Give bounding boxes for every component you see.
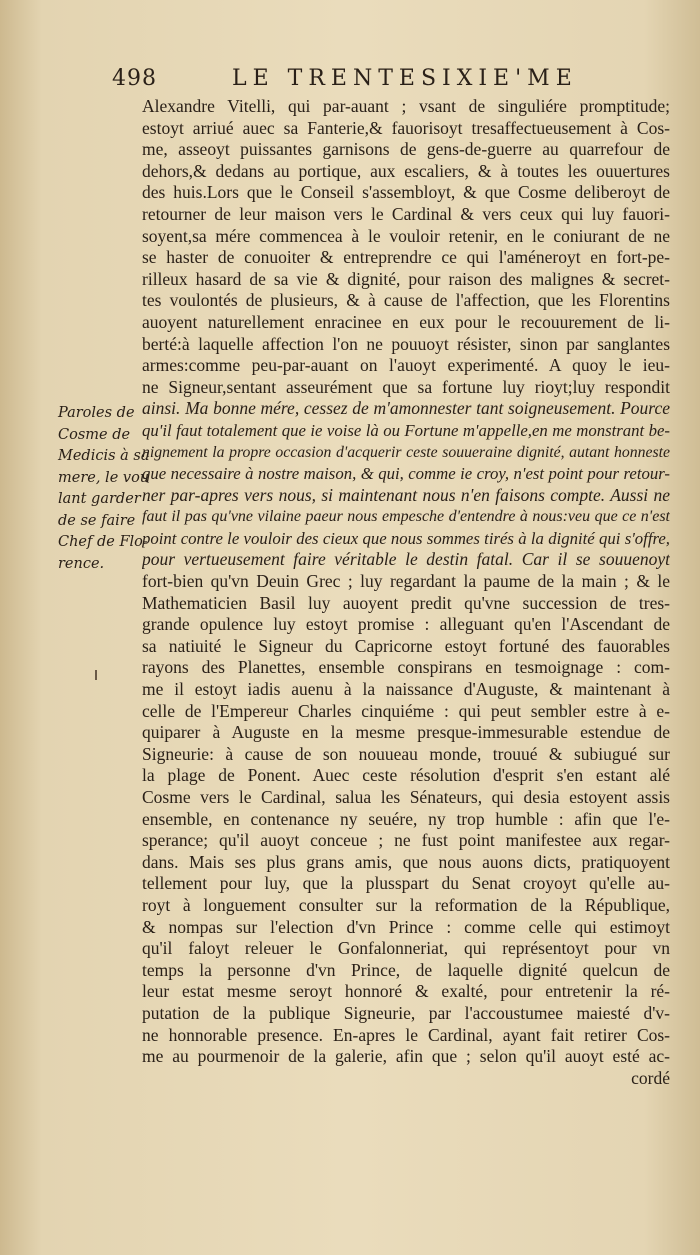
margin-note-line: lant garder: [58, 491, 141, 507]
text-line: Mathematicien Basil luy auoyent predit qu'vne succession de tres-: [142, 592, 670, 613]
text-line: dehors,& dedans au portique, aux escaliers, & à toutes les ouuertures: [142, 160, 670, 181]
text-line: la plage de Ponent. Auec ceste résolution d'esprit s'en estant alé: [142, 765, 670, 786]
margin-note-line: Chef de Flo-: [58, 534, 148, 550]
body-text: [142, 96, 670, 1089]
text-line: auoyent naturellement enracinee en eux pour le recouurement de li-: [142, 311, 670, 332]
text-line: ne Signeur,sentant asseurément que sa fortune luy rioyt;luy respondit: [142, 376, 670, 397]
margin-note-line: Cosme de: [58, 426, 131, 443]
text-line: rilleux hasard de sa vie & dignité, pour raison des malignes & secret-: [142, 268, 670, 289]
margin-note-line: Medicis à sa: [58, 448, 150, 464]
text-line: tes voulontés de plusieurs, & à cause de l'affection, que les Florentins: [142, 290, 670, 311]
text-line: me, asseoyt puissantes garnisons de gens-de-guerre au quarrefour de: [142, 139, 670, 160]
running-head: LE TRENTESIXIE'ME: [232, 66, 578, 91]
text-line: pour vertueusement faire véritable le destin fatal. Car il se souuenoyt: [142, 549, 670, 570]
text-line: estoyt arriué auec sa Fanterie,& fauorisoyt tresaffectueusement à Cos-: [142, 117, 670, 138]
text-line: qu'il faloyt releuer le Gonfalonneriat, qui représentoyt pour vn: [142, 938, 670, 959]
text-line: grande opulence luy estoyt promise : alleguant qu'en l'Ascendant de: [142, 614, 670, 635]
text-line: ner par-apres vers nous, si maintenant nous n'en faisons compte. Aussi ne: [142, 484, 670, 505]
text-line: sa natiuité le Signeur du Capricorne estoyt fortuné des fauorables: [142, 635, 670, 656]
text-line: qu'il faut totalement que ie voise là ou Fortune m'appelle,en me monstrant be-: [142, 420, 670, 440]
text-line: quiparer à Auguste en la mesme presque-immesurable estendue de: [142, 722, 670, 743]
text-line: ne honnorable presence. En-apres le Cardinal, ayant fait retirer Cos-: [142, 1024, 670, 1045]
text-line: royt à longuement consulter sur la reformation de la République,: [142, 894, 670, 915]
text-line: point contre le vouloir des cieux que nous sommes tirés à la dignité qui s'offre,: [142, 528, 670, 548]
text-line: Cosme vers le Cardinal, salua les Sénateurs, qui desia estoyent assis: [142, 787, 670, 807]
margin-note-line: rence.: [58, 555, 105, 572]
text-line: putation de la publique Signeurie, par l'accoustumee maiesté d'v-: [142, 1002, 670, 1023]
text-line: des huis.Lors que le Conseil s'assembloyt, & que Cosme deliberoyt de: [142, 182, 670, 203]
text-line: se haster de conuoiter & entreprendre ce qui l'améneroyt en fort-pe-: [142, 247, 670, 268]
text-line: celle de l'Empereur Charles cinquiéme : qui peut sembler estre à e-: [142, 700, 670, 721]
text-line: armes:comme peu-par-auant on l'auoyt experimenté. A quoy le ieu-: [142, 355, 670, 376]
text-line: tellement pour luy, que la plusspart du Senat croyoyt qu'elle au-: [142, 873, 670, 894]
text-line: Signeurie: à cause de son nouueau monde, trouué & subiugué sur: [142, 743, 670, 764]
margin-note: [58, 403, 150, 575]
margin-note-line: de se faire: [58, 512, 136, 529]
text-line: faut il pas qu'vne vilaine paeur nous empesche d'entendre à nous:veu que ce n'est: [142, 508, 670, 526]
text-line: ensemble, en contenance ny seuére, ny trop humble : afin que l'e-: [142, 808, 670, 829]
text-line: leur estat mesme seroyt honnoré & exalté, pour entretenir la ré-: [142, 981, 670, 1002]
page-header: [112, 66, 672, 96]
text-line: temps la personne d'vn Prince, de laquelle dignité quelcun de: [142, 959, 670, 980]
text-line: dans. Mais ses plus grans amis, que nous auons dicts, pratiquoyent: [142, 851, 670, 872]
text-line: que necessaire à nostre maison, & qui, comme ie croy, n'est point pour retour-: [142, 464, 670, 484]
text-line: cordé: [631, 1067, 670, 1088]
page-number: 498: [112, 66, 157, 91]
text-line: fort-bien qu'vn Deuin Grec ; luy regardant la paume de la main ; & le: [142, 571, 670, 592]
margin-note-line: Paroles de: [58, 405, 135, 421]
text-line: sperance; qu'il auoyt conceue ; ne fust point manifestee aux regar-: [142, 830, 670, 851]
text-line: & nompas sur l'election d'vn Prince : comme celle qui estimoyt: [142, 916, 670, 937]
text-line: soyent,sa mére commencea à le vouloir retenir, en le coniurant de ne: [142, 225, 670, 246]
text-line: nignement la propre occasion d'acquerir ceste souueraine dignité, autant honneste: [142, 443, 670, 461]
text-line: me il estoyt iadis auenu à la naissance d'Auguste, & maintenant à: [142, 679, 670, 700]
text-line: me au pourmenoir de la galerie, afin que ; selon qu'il auoyt esté ac-: [142, 1046, 670, 1067]
margin-mark: [95, 670, 97, 680]
text-line: Alexandre Vitelli, qui par-auant ; vsant de singuliére promptitude;: [142, 96, 670, 116]
margin-note-line: mere, le vou: [58, 469, 150, 486]
text-line: rayons des Planettes, ensemble conspirans en tesmoignage : com-: [142, 657, 670, 678]
text-line: berté:à laquelle affection l'on ne pouuoyt résister, sinon par sanglantes: [142, 333, 670, 354]
text-line: retourner de leur maison vers le Cardinal & vers ceux qui luy fauori-: [142, 203, 670, 224]
text-line: ainsi. Ma bonne mére, cessez de m'amonnester tant soigneusement. Pource: [142, 398, 670, 419]
